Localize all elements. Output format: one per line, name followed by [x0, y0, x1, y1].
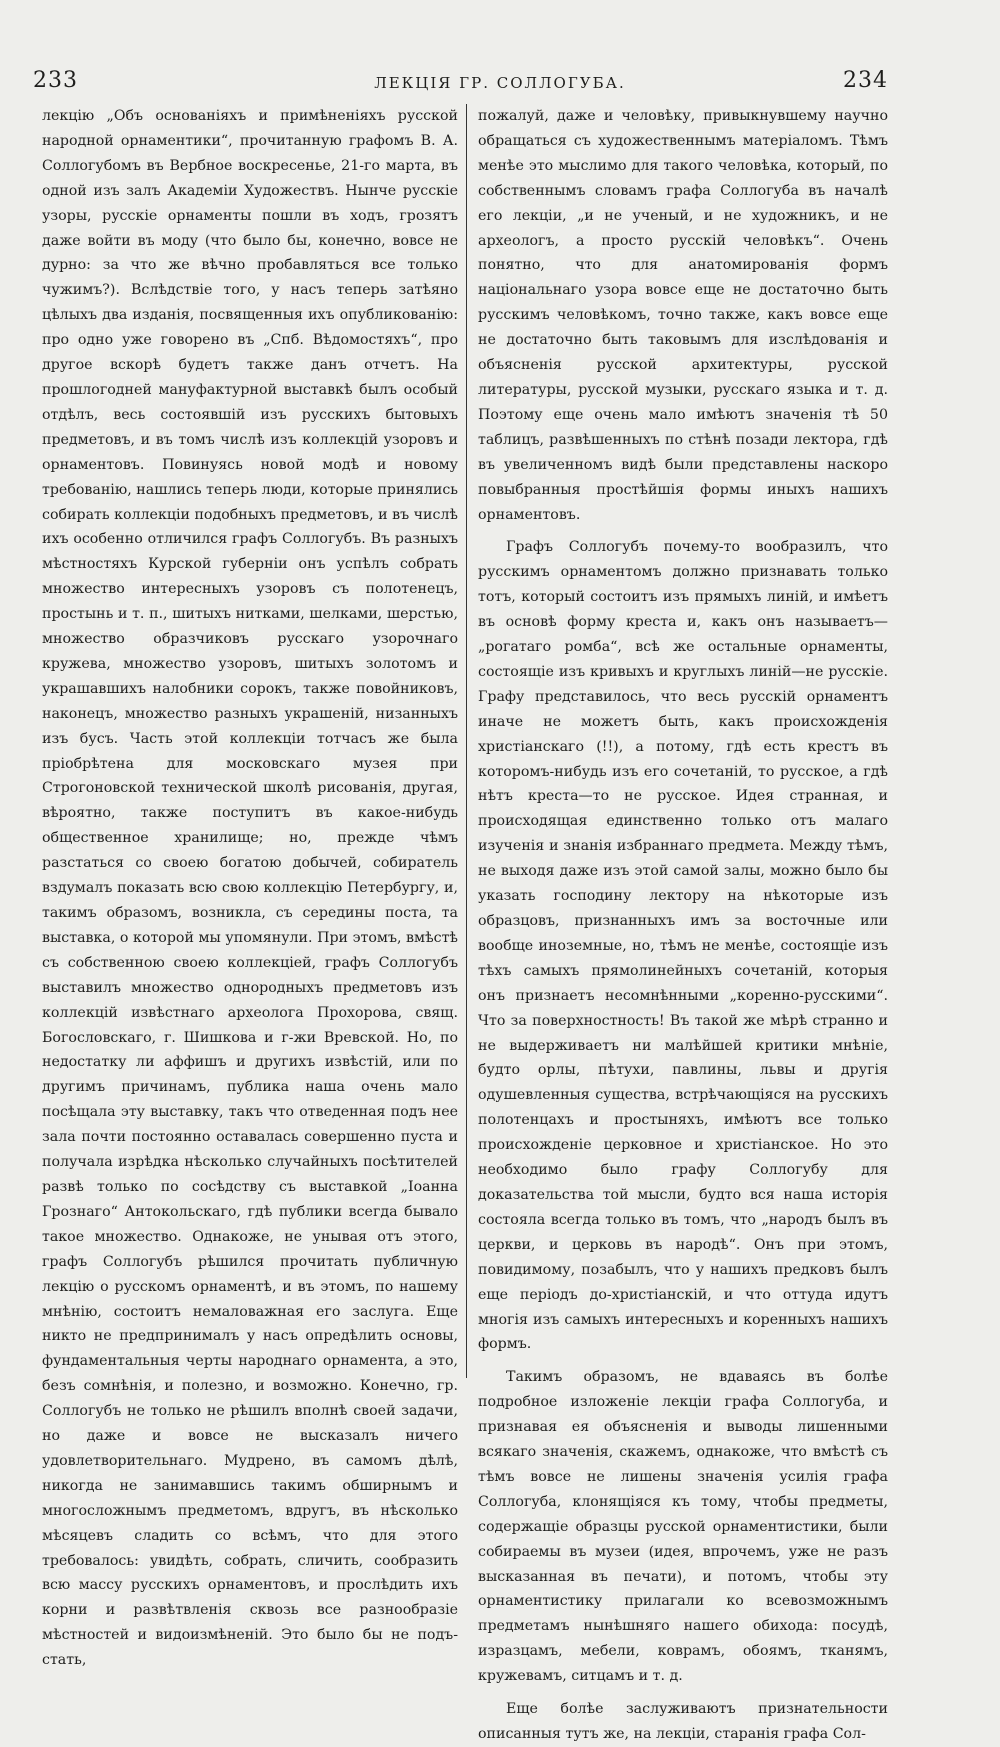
left-column [42, 104, 458, 1673]
right-column [478, 104, 888, 1747]
paragraph: Еще болѣе заслуживаютъ признательности описанныя тутъ же, на лекціи, старанія графа Сол- [478, 1701, 888, 1742]
page-number-right: 234 [843, 68, 888, 93]
running-title: ЛЕКЦІЯ ГР. СОЛЛОГУБА. [374, 74, 626, 92]
paragraph: Такимъ образомъ, не вдаваясь въ болѣе подробное изложеніе лекціи графа Соллогуба, и признавая ея объясненія и выводы лишенными всякаго значенія, скажемъ, однакоже, что вмѣстѣ съ тѣмъ вовсе не лишены значенія усилія графа Соллогуба, клонящіяся къ тому, чтобы предметы, содержащіе образцы русской орнаментистики, были собираемы въ музеи (идея, впрочемъ, уже не разъ высказанная въ печати), и потомъ, чтобы эту орнаментистику прилагали ко всевозможнымъ предметамъ нынѣшняго нашего обихода: посудѣ, изразцамъ, мебели, коврамъ, обоямъ, тканямъ, кружевамъ, ситцамъ и т. д. [478, 1369, 888, 1685]
column-divider [466, 104, 467, 1378]
paragraph-gap [478, 1689, 888, 1697]
page-number-left: 233 [33, 68, 78, 93]
paragraph: лекцію „Объ основаніяхъ и примѣненіяхъ русской народной орнаментики“, прочитанную графомъ В. А. Соллогубомъ въ Вербное воскресенье, 21-го марта, въ одной изъ залъ Академіи Художествъ. Нынче русскіе узоры, русскіе орнаменты пошли въ ходъ, грозятъ даже войти въ моду (что было бы, конечно, вовсе не дурно: за что же вѣчно пробавляться все только чужимъ?). Вслѣдствіе того, у насъ теперь затѣяно цѣлыхъ два изданія, посвященныя ихъ опубликованію: про одно уже говорено въ „Спб. Вѣдомостяхъ“, про другое вскорѣ будетъ также данъ отчетъ. На прошлогодней мануфактурной выставкѣ былъ особый отдѣлъ, весь состоявшій изъ русскихъ бытовыхъ предметовъ, и въ томъ числѣ изъ коллекцій узоровъ и орнаментовъ. Повинуясь новой модѣ и новому требованію, нашлись теперь люди, которые принялись собирать коллекціи подобныхъ предметовъ, и въ числѣ ихъ особенно отличился графъ Соллогубъ. Въ разныхъ мѣстностяхъ Курской губерніи онъ успѣлъ собрать множество интересныхъ узоровъ съ полотенецъ, простынь и т. п., шитыхъ нитками, шелками, шерстью, множество образчиковъ русскаго узорочнаго кружева, множество узоровъ, шитыхъ золотомъ и украшавшихъ налобники сорокъ, также повойниковъ, наконецъ, множество разныхъ украшеній, низанныхъ изъ бусъ. Часть этой коллекціи тотчасъ же была пріобрѣтена для московскаго музея при Строгоновской технической школѣ рисованія, другая, вѣроятно, также поступитъ въ какое-нибудь общественное хранилище; но, прежде чѣмъ разстаться со своею богатою добычей, собиратель вздумалъ показать всю свою коллекцію Петербургу, и, такимъ образомъ, возникла, съ середины поста, та выставка, о которой мы упомянули. При этомъ, вмѣстѣ съ собственною своею коллекціей, графъ Соллогубъ выставилъ множество однородныхъ предметовъ изъ коллекцій извѣстнаго археолога Прохорова, свящ. Богословскаго, г. Шишкова и г-жи Вревской. Но, по недостатку ли аффишъ и другихъ извѣстій, или по другимъ причинамъ, публика наша очень мало посѣщала эту выставку, такъ что отведенная подъ нее зала почти постоянно оставалась совершенно пуста и получала изрѣдка нѣсколько случайныхъ посѣтителей развѣ только по сосѣдству съ выставкой „Іоанна Грознаго“ Антокольскаго, гдѣ публики всегда бывало такое множество. Однакоже, не унывая отъ этого, графъ Соллогубъ рѣшился прочитать публичную лекцію о русскомъ орнаментѣ, и въ этомъ, по нашему мнѣнію, состоитъ немаловажная его заслуга. Еще никто не предпринималъ у насъ опредѣлить основы, фундаментальныя черты народнаго орнамента, а это, безъ сомнѣнія, и полезно, и возможно. Конечно, гр. Соллогубъ не только не рѣшилъ вполнѣ своей задачи, но даже и вовсе не высказалъ ничего удовлетворительнаго. Мудрено, въ самомъ дѣлѣ, никогда не занимавшись такимъ обширнымъ и многосложнымъ предметомъ, вдругъ, въ нѣсколько мѣсяцевъ сладить со всѣмъ, что для этого требовалось: увидѣть, собрать, сличить, сообразить всю массу русскихъ орнаментовъ, и прослѣдить ихъ корни и развѣтвленія сквозь все разнообразіе мѣстностей и видоизмѣненій. Это было бы не подъ-стать, [42, 108, 458, 1669]
running-head [0, 68, 1000, 100]
paragraph: пожалуй, даже и человѣку, привыкнувшему научно обращаться съ художественнымъ матеріаломъ. Тѣмъ менѣе это мыслимо для такого человѣка, который, по собственнымъ словамъ графа Соллогуба въ началѣ его лекціи, „и не ученый, и не художникъ, и не археологъ, а просто русскій человѣкъ“. Очень понятно, что для анатомированія формъ національнаго узора вовсе еще не достаточно быть русскимъ человѣкомъ, точно также, какъ вовсе еще не достаточно быть таковымъ для изслѣдованія и объясненія русской архитектуры, русской литературы, русской музыки, русскаго языка и т. д. Поэтому еще очень мало имѣютъ значенія тѣ 50 таблицъ, развѣшенныхъ по стѣнѣ позади лектора, гдѣ въ увеличенномъ видѣ были представлены наскоро повыбранныя простѣйшія формы иныхъ нашихъ орнаментовъ. [478, 108, 888, 523]
paragraph-gap [478, 527, 888, 535]
paragraph-gap [478, 1357, 888, 1365]
paragraph: Графъ Соллогубъ почему-то вообразилъ, что русскимъ орнаментомъ должно признавать только тотъ, который состоитъ изъ прямыхъ линій, и имѣетъ въ основѣ форму креста и, какъ онъ называетъ—„рогатаго ромба“, всѣ же остальные орнаменты, состоящіе изъ кривыхъ и круглыхъ линій—не русскіе. Графу представилось, что весь русскій орнаментъ иначе не можетъ быть, какъ происхожденія христіанскаго (!!), а потому, гдѣ есть крестъ въ которомъ-нибудь изъ его сочетаній, то русское, а гдѣ нѣтъ креста—то не русское. Идея странная, и происходящая единственно только отъ малаго изученія и знанія избраннаго предмета. Между тѣмъ, не выходя даже изъ этой самой залы, можно было бы указать господину лектору на нѣкоторые изъ образцовъ, признанныхъ имъ за восточные или вообще иноземные, но, тѣмъ не менѣе, состоящіе изъ тѣхъ самыхъ прямолинейныхъ сочетаній, которыя онъ признаетъ несомнѣнными „коренно-русскими“. Что за поверхностность! Въ такой же мѣрѣ странно и не выдерживаетъ ни малѣйшей критики мнѣніе, будто орлы, пѣтухи, павлины, львы и другія одушевленныя существа, встрѣчающіяся на русскихъ полотенцахъ и простыняхъ, имѣютъ все только происхожденіе церковное и христіанское. Но это необходимо было графу Соллогубу для доказательства той мысли, будто вся наша исторія состояла всегда только въ томъ, что „народъ былъ въ церкви, и церковь въ народѣ“. Онъ при этомъ, повидимому, позабылъ, что у нашихъ предковъ былъ еще періодъ до-христіанскій, и что оттуда идутъ многія изъ самыхъ интересныхъ и коренныхъ нашихъ формъ. [478, 539, 888, 1353]
